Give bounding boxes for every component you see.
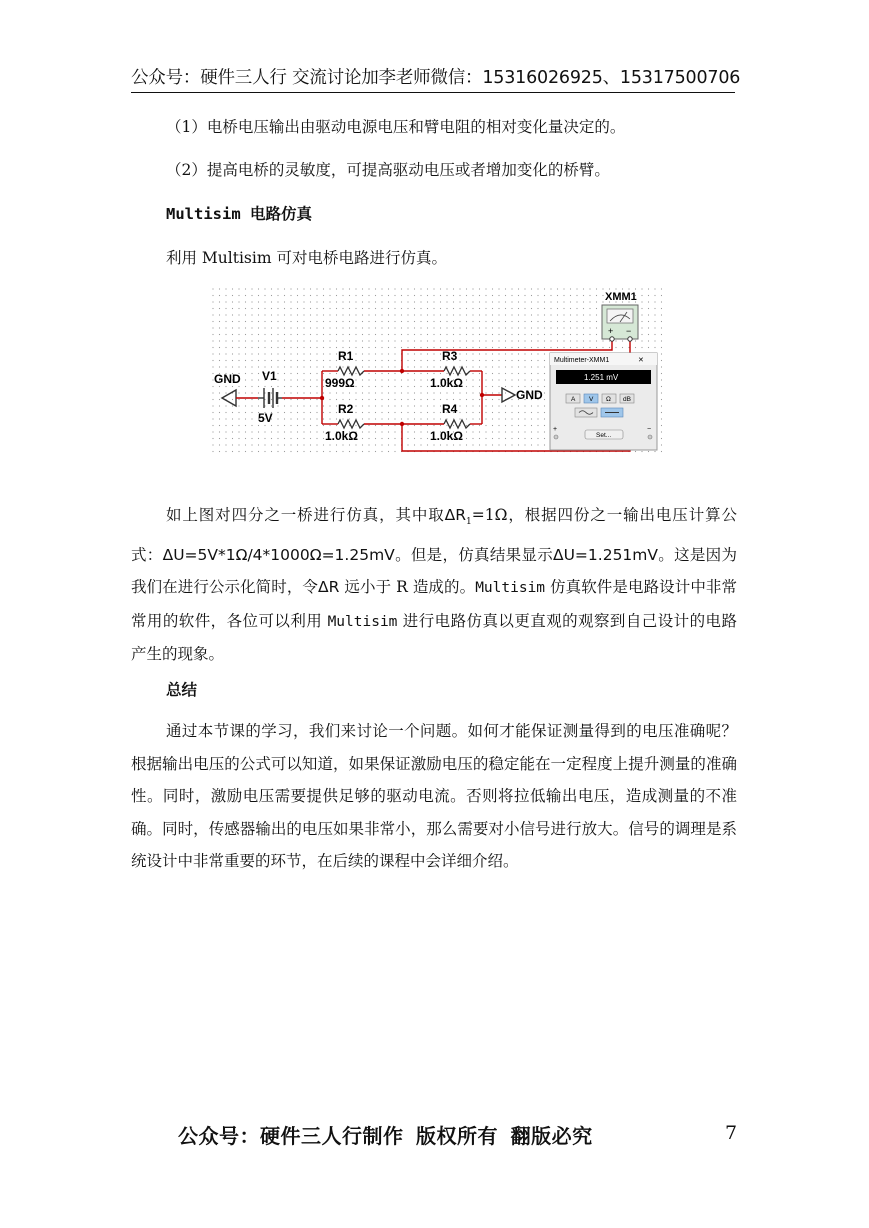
r3-value: 1.0kΩ bbox=[430, 376, 463, 390]
analysis-text: 如上图对四分之一桥进行仿真，其中取 bbox=[166, 506, 445, 524]
v1-value: 5V bbox=[258, 411, 273, 425]
analysis-paragraph bbox=[131, 499, 737, 671]
terminal-icon bbox=[554, 435, 558, 439]
r3-label: R3 bbox=[442, 349, 458, 363]
page-number: 7 bbox=[725, 1122, 738, 1144]
gnd-left-label: GND bbox=[214, 372, 241, 386]
ammeter-mode-label: A bbox=[571, 396, 576, 403]
analysis-text: 察到自己设计的电路产生的现象。 bbox=[131, 611, 737, 664]
junction-dot bbox=[400, 422, 404, 426]
meter-reading: 1.251 mV bbox=[584, 373, 619, 382]
multimeter-window[interactable] bbox=[550, 353, 657, 450]
meter-label: XMM1 bbox=[605, 291, 637, 303]
r2-label: R2 bbox=[338, 402, 354, 416]
voltmeter-mode-label: V bbox=[589, 396, 594, 403]
junction-dot bbox=[400, 369, 404, 373]
point-1: （1）电桥电压输出由驱动电源电压和臂电阻的相对变化量决定的。 bbox=[166, 118, 626, 136]
subscript: 1 bbox=[466, 517, 472, 528]
multimeter-minus-terminal: − bbox=[647, 426, 652, 433]
analysis-text: 。但是，仿真结果显示 bbox=[394, 545, 553, 564]
r1-value: 999Ω bbox=[325, 376, 355, 390]
multimeter-title: Multimeter-XMM1 bbox=[554, 357, 610, 364]
section-heading-summary: 总结 bbox=[166, 681, 198, 699]
close-icon[interactable]: ✕ bbox=[638, 357, 644, 364]
db-mode-label: dB bbox=[623, 396, 631, 403]
set-button-label: Set... bbox=[596, 432, 612, 439]
r2-value: 1.0kΩ bbox=[325, 429, 358, 443]
analysis-text: 远小于 R 造成的。 bbox=[339, 578, 476, 597]
page-header: 公众号：硬件三人行 交流讨论加李老师微信：15316026925、15317500706 bbox=[131, 64, 735, 93]
analysis-text: 是因为我们在进行公示化简时，令 bbox=[131, 545, 737, 597]
formula: ΔU=5V*1Ω/4*1000Ω=1.25mV bbox=[162, 545, 395, 564]
terminal-icon bbox=[648, 435, 652, 439]
ohm-mode-label: Ω bbox=[606, 396, 611, 403]
v1-label: V1 bbox=[262, 369, 277, 383]
junction-dot bbox=[320, 396, 324, 400]
analysis-text: =1Ω，根据四份之一输出电压计 bbox=[471, 506, 706, 524]
software-name: Multisim bbox=[475, 580, 546, 597]
delta-r-symbol: ΔR bbox=[318, 578, 340, 597]
multimeter-plus-terminal: + bbox=[553, 426, 558, 433]
svg-text:−: − bbox=[626, 326, 632, 336]
analysis-text: 仿真软件是电 bbox=[545, 578, 644, 597]
junction-dot bbox=[480, 393, 484, 397]
multimeter-symbol-icon bbox=[602, 305, 638, 341]
r4-label: R4 bbox=[442, 402, 458, 416]
analysis-text: 。这 bbox=[658, 545, 690, 564]
svg-text:+: + bbox=[608, 326, 614, 336]
page-footer: 公众号：硬件三人行制作 版权所有 翻版必究 bbox=[178, 1124, 593, 1148]
analysis-text: 路设计中非常常用的软件，各位可以利用 bbox=[131, 578, 737, 630]
software-name: Multisim bbox=[327, 613, 398, 630]
summary-paragraph: 通过本节课的学习，我们来讨论一个问题。如何才能保证测量得到的电压准确呢？根据输出电压的公式可以知道，如果保证激励电压的稳定能在一定程度上提升测量的准确性。同时，激励电压需要提供足够的驱动电流。否则将拉低输出电压，造成测量的不准确。同时，传感器输出的电压如果非常小，那么需要对小信号进行放大。信号的调理是系统设计中非常重要的环节，在后续的课程中会详细介绍。 bbox=[131, 722, 737, 871]
simulation-result: ΔU=1.251mV bbox=[552, 545, 658, 564]
gnd-right-label: GND bbox=[516, 388, 543, 402]
section-heading-multisim: Multisim 电路仿真 bbox=[166, 205, 312, 223]
analysis-text: 进行电路仿真以更直观的观 bbox=[397, 611, 594, 630]
point-2: （2）提高电桥的灵敏度，可提高驱动电压或者增加变化的桥臂。 bbox=[166, 161, 610, 179]
bridge-circuit-diagram bbox=[212, 288, 662, 456]
delta-r-symbol: ΔR bbox=[444, 506, 467, 524]
r1-label: R1 bbox=[338, 349, 354, 363]
analysis-text: 算公式： bbox=[131, 506, 737, 564]
r4-value: 1.0kΩ bbox=[430, 429, 463, 443]
multisim-intro: 利用 Multisim 可对电桥电路进行仿真。 bbox=[166, 249, 447, 267]
